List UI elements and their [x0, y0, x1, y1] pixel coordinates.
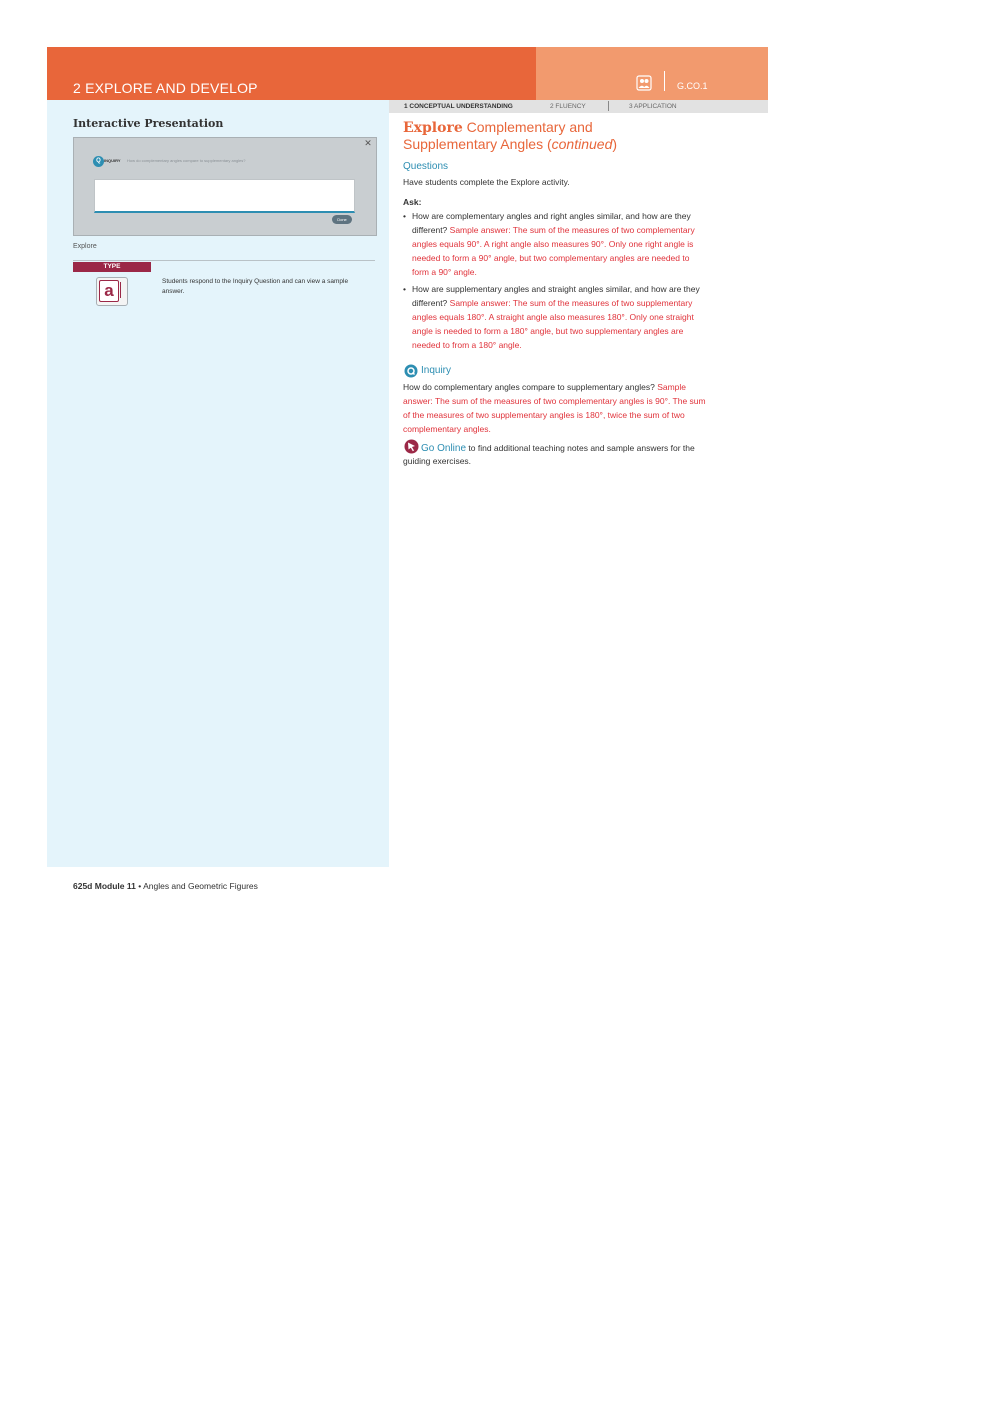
type-badge: TYPE: [73, 262, 151, 272]
type-description: Students respond to the Inquiry Question and can view a sample answer.: [162, 278, 349, 295]
questions-heading: Questions: [403, 161, 449, 172]
module-label: Module 11: [94, 881, 136, 891]
answer-textbox[interactable]: [94, 179, 355, 213]
type-icon: a: [99, 280, 119, 302]
divider: [73, 260, 375, 261]
bullet-answer: Sample answer: The sum of the measures of two complementary angles equals 90°. A right angle also measures 90°. Only one right angle is needed to form a 90° angle, but two complementary angles are needed to form a 90° angle.: [412, 225, 695, 277]
explore-label: Explore: [73, 243, 97, 250]
done-button[interactable]: Done: [332, 215, 352, 224]
page-footer: [73, 881, 258, 891]
header-band-right: [536, 47, 768, 100]
inquiry-question-mini: How do complementary angles compare to supplementary angles?: [127, 158, 246, 163]
bullet-question: How are supplementary angles and straight angles similar, and how are they different?: [412, 284, 700, 308]
interactive-presentation-title: Interactive Presentation: [73, 117, 224, 130]
list-item: [403, 282, 708, 352]
go-online-link[interactable]: Go Online: [421, 443, 467, 454]
header-divider: [664, 71, 665, 91]
title-bold: Explore: [403, 120, 463, 136]
inquiry-answer: Sample answer: The sum of the measures of two complementary angles is 90°. The sum of the measures of two supplementary angles is 180°, twice the sum of two complementary angles.: [403, 382, 706, 434]
close-icon[interactable]: ✕: [364, 138, 372, 148]
text-cursor-icon: [120, 282, 121, 298]
inquiry-logo-icon: Q: [93, 156, 104, 167]
bullet-dot: •: [403, 284, 406, 294]
bullet-dot: •: [403, 211, 406, 221]
tab-application: 3 APPLICATION: [629, 103, 677, 110]
questions-text: Have students complete the Explore activity.: [403, 177, 570, 187]
footer-topic: Angles and Geometric Figures: [143, 881, 258, 891]
inquiry-label: INQUIRY: [104, 158, 121, 163]
title-italic: continued: [551, 136, 613, 152]
tab-fluency: 2 FLUENCY: [550, 103, 586, 110]
ask-label: Ask:: [403, 197, 422, 207]
page-title-line2: [403, 136, 617, 152]
bullet-question: How are complementary angles and right angles similar, and how are they different?: [412, 211, 691, 235]
title-close: ): [612, 136, 618, 152]
group-icon: [636, 75, 652, 91]
footer-bullet: •: [135, 881, 144, 891]
inquiry-icon: [404, 364, 418, 378]
go-online-text: [403, 442, 708, 468]
inquiry-body: [403, 380, 708, 436]
bullet-answer: Sample answer: The sum of the measures of two supplementary angles equals 180°. A straight angle also measures 180°. Only one straight angle is needed to form a 180° angle, but two supplementary angles are needed to from a 180° angle.: [412, 298, 694, 350]
inquiry-heading: Inquiry: [421, 365, 452, 376]
title-rest: Complementary and: [462, 119, 593, 135]
page-title: [403, 119, 593, 136]
page-number: 625d: [73, 881, 93, 891]
title-line2: Supplementary Angles (: [403, 136, 552, 152]
tab-divider: [608, 101, 609, 111]
go-online-desc: to find additional teaching notes and sample answers for the guiding exercises.: [403, 443, 695, 466]
list-item: [403, 209, 708, 279]
standard-code: G.CO.1: [677, 81, 708, 91]
tab-conceptual-understanding: 1 CONCEPTUAL UNDERSTANDING: [404, 103, 513, 110]
inquiry-question: How do complementary angles compare to supplementary angles?: [403, 382, 658, 392]
section-title: 2 EXPLORE AND DEVELOP: [73, 80, 258, 96]
